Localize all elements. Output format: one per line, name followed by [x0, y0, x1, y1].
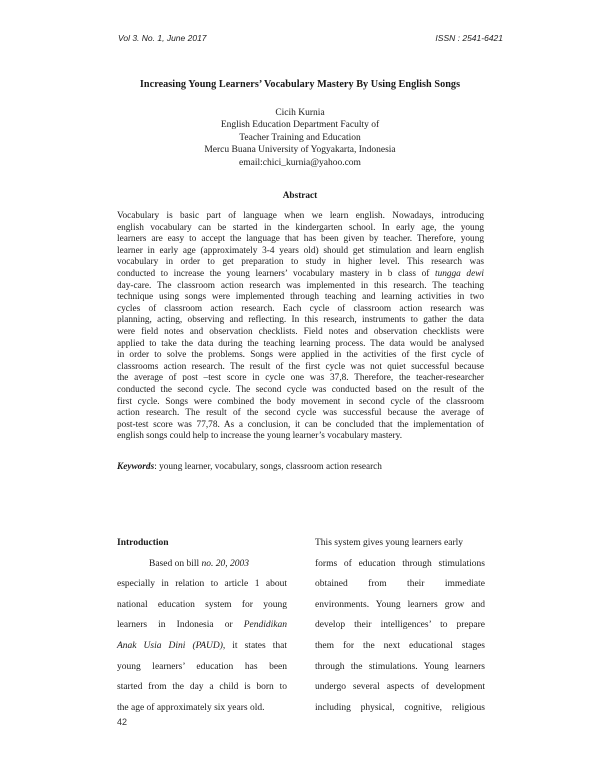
abstract-body	[117, 211, 484, 443]
body-line: forms of education through stimulations	[315, 558, 485, 569]
body-line	[117, 636, 287, 657]
abstract-line	[117, 269, 484, 281]
abstract-line: english vocabulary can be started in the kindergarten school. In early age, the young	[117, 222, 484, 233]
author-affiliation-line: Mercu Buana University of Yogyakarta, Indonesia	[204, 145, 396, 156]
abstract-line: post-test score was 77,78. As a conclusion, it can be concluded that the implementation of	[117, 419, 484, 430]
intro-left-column	[117, 533, 287, 718]
abstract-line: learners are easy to accept the language that has been given by teacher. Therefore, young	[117, 234, 484, 245]
body-text: Based on bill	[149, 558, 202, 569]
body-line: environments. Young learners grow and	[315, 599, 485, 610]
author-email: email:chici_kurnia@yahoo.com	[239, 157, 361, 168]
issn-header: ISSN : 2541-6421	[435, 33, 503, 43]
author-affiliation-line: English Education Department Faculty of	[220, 120, 380, 131]
paper-title: Increasing Young Learners’ Vocabulary Mastery By Using English Songs	[139, 79, 461, 90]
keywords-label: Keywords	[117, 462, 155, 472]
author-affiliation-line: Teacher Training and Education	[239, 132, 361, 143]
body-line	[117, 615, 287, 636]
abstract-line: Vocabulary is basic part of language when we learn english. Nowadays, introducing	[117, 211, 484, 221]
body-line: the age of approximately six years old.	[117, 702, 265, 713]
body-line: obtained from their immediate	[315, 579, 485, 590]
abstract-line: classrooms action research. The result of the first cycle was not quiet successful because	[117, 361, 484, 372]
body-line: them for the next educational stages	[315, 640, 485, 651]
body-text: , it states that	[222, 640, 287, 651]
body-line: young learners’ education has been	[117, 661, 287, 672]
abstract-heading: Abstract	[282, 191, 318, 201]
body-line: undergo several aspects of development	[315, 682, 485, 693]
section-heading: Introduction	[117, 538, 169, 548]
page-number: 42	[117, 717, 128, 727]
body-line: develop their intelligences’ to prepare	[315, 620, 485, 631]
body-line: national education system for young	[117, 599, 287, 610]
body-line: This system gives young learners early	[315, 538, 464, 548]
abstract-line: vocabulary in order to get preparation to study in higher level. This research was	[117, 257, 484, 268]
keywords	[117, 462, 382, 472]
abstract-line: learner in early age (approximately 3-4 years old) should get stimulation and learn english	[117, 245, 484, 256]
intro-right-column	[315, 533, 485, 718]
abstract-line: action research. The result of the second cycle was successful because the average of	[117, 408, 484, 419]
body-line: through the stimulations. Young learners	[315, 661, 485, 672]
body-line: including physical, cognitive, religious	[315, 702, 485, 713]
journal-volume-header: Vol 3. No. 1, June 2017	[118, 33, 207, 43]
abstract-line: english songs could help to increase the young learner’s vocabulary mastery.	[117, 431, 403, 442]
abstract-line: cycles of classroom action research. Each cycle of classroom action research was	[117, 303, 484, 314]
body-line: started from the day a child is born to	[117, 682, 287, 693]
author-name: Cicih Kurnia	[275, 108, 325, 118]
abstract-line: in order to solve the problems. Songs were applied in the activities of the first cycle of	[117, 350, 484, 361]
abstract-line: the average of post –test score in cycle one was 37,8. Therefore, the teacher-researcher	[117, 373, 484, 384]
abstract-line: planning, acting, observing and reflecting. In this research, instruments to gather the data	[117, 315, 484, 326]
author-block	[0, 107, 600, 169]
body-line: especially in relation to article 1 about	[117, 579, 287, 590]
abstract-line: first cycle. Songs were combined the body movement in second cycle of the classroom	[117, 396, 484, 407]
abstract-line: day-care. The classroom action research was implemented in this research. The teaching	[117, 280, 484, 291]
body-line	[117, 554, 287, 575]
abstract-italic-term: tungga dewi	[435, 268, 484, 279]
body-italic: Anak Usia Dini (PAUD)	[117, 640, 223, 651]
abstract-line: applied to take the data during the teaching learning process. The data would be analysed	[117, 338, 484, 349]
keywords-text: : young learner, vocabulary, songs, classroom action research	[154, 462, 382, 472]
body-italic: no. 20, 2003	[201, 558, 250, 569]
abstract-line: conducted the second cycle. The second cycle was conducted based on the result of the	[117, 384, 484, 395]
abstract-line: were field notes and observation checklists. Field notes and observation checklists were	[117, 326, 484, 337]
abstract-line-text: conducted to increase the young learners’ vocabulary mastery in b class of	[117, 268, 430, 279]
body-text: learners in Indonesia or	[117, 620, 244, 631]
abstract-line: technique using songs were implemented through teaching and learning activities in two	[117, 292, 484, 303]
body-italic: Pendidikan	[243, 620, 287, 631]
